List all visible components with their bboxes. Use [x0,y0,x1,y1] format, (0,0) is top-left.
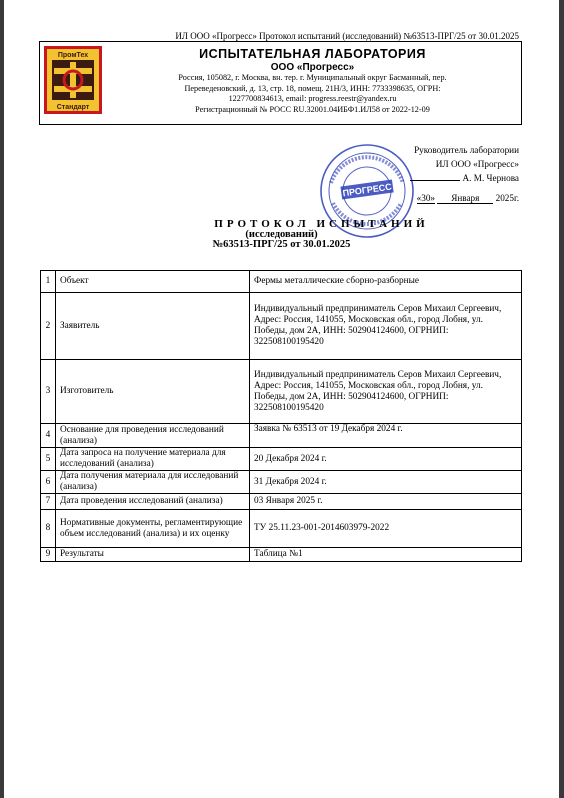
svg-text:ПРОГРЕСС: ПРОГРЕСС [341,181,393,199]
signature-line [410,171,460,181]
svg-text:ПромТех: ПромТех [57,52,89,59]
lab-address-1: Россия, 105082, г. Москва, вн. тер. г. Муниципальный округ Басманный, пер. [178,73,447,82]
document-page [4,0,559,798]
lab-header [39,41,522,125]
approval-role: Руководитель лаборатории [414,145,519,155]
table-row: 2 Заявитель Индивидуальный предприниматель Серов Михаил Сергеевич, Адрес: Россия, 141055, Московская обл., город Лобня, ул. Победы, дом 2А, ИНН: 502904124600, ОГРНИП: 322508100195420 [41,293,522,360]
signatory-name: А. М. Чернова [462,173,519,183]
lab-org: ООО «Прогресс» [270,62,355,73]
table-row: 4 Основание для проведения исследований (анализа) Заявка № 63513 от 19 Декабря 2024 г. [41,424,522,448]
lab-address-3: 1227700834613, email: progress.reestr@yandex.ru [228,94,397,103]
lab-registration: Регистрационный № РОСС RU.32001.04ИБФ1.ИЛ58 от 2022-12-09 [195,104,430,114]
lab-address-2: Переведеновский, д. 13, стр. 18, помещ. 21Н/3, ИНН: 7733398635, ОГРН: [184,83,441,93]
protocol-table [40,270,522,562]
protocol-subheading: (исследований) [245,229,318,240]
approval-block [410,143,519,185]
running-header: ИЛ ООО «Прогресс» Протокол испытаний (исследований) №63513-ПРГ/25 от 30.01.2025 [175,31,519,41]
protocol-heading: ПРОТОКОЛ ИСПЫТАНИЙ [214,218,429,230]
promtech-logo-icon [44,46,102,114]
table-row: 5 Дата запроса на получение материала для исследований (анализа) 20 Декабря 2024 г. [41,448,522,471]
protocol-title [4,218,559,250]
protocol-number: №63513-ПРГ/25 от 30.01.2025 [212,239,351,250]
approval-date: «30» Января 2025г. [416,193,519,203]
table-row: 3 Изготовитель Индивидуальный предприниматель Серов Михаил Сергеевич, Адрес: Россия, 141055, Московская обл., город Лобня, ул. Победы, дом 2А, ИНН: 502904124600, ОГРНИП: 322508100195420 [41,360,522,424]
lab-title: ИСПЫТАТЕЛЬНАЯ ЛАБОРАТОРИЯ [199,47,426,61]
table-row: 1 Объект Фермы металлические сборно-разборные [41,271,522,293]
table-row: 8 Нормативные документы, регламентирующие объем исследований (анализа) и их оценку ТУ 25.11.23-001-2014603979-2022 [41,510,522,548]
svg-text:Стандарт: Стандарт [56,104,90,111]
table-row: 9 Результаты Таблица №1 [41,548,522,562]
table-row: 6 Дата получения материала для исследований (анализа) 31 Декабря 2024 г. [41,471,522,494]
approval-org: ИЛ ООО «Прогресс» [435,159,519,169]
table-row: 7 Дата проведения исследований (анализа) 03 Января 2025 г. [41,494,522,510]
